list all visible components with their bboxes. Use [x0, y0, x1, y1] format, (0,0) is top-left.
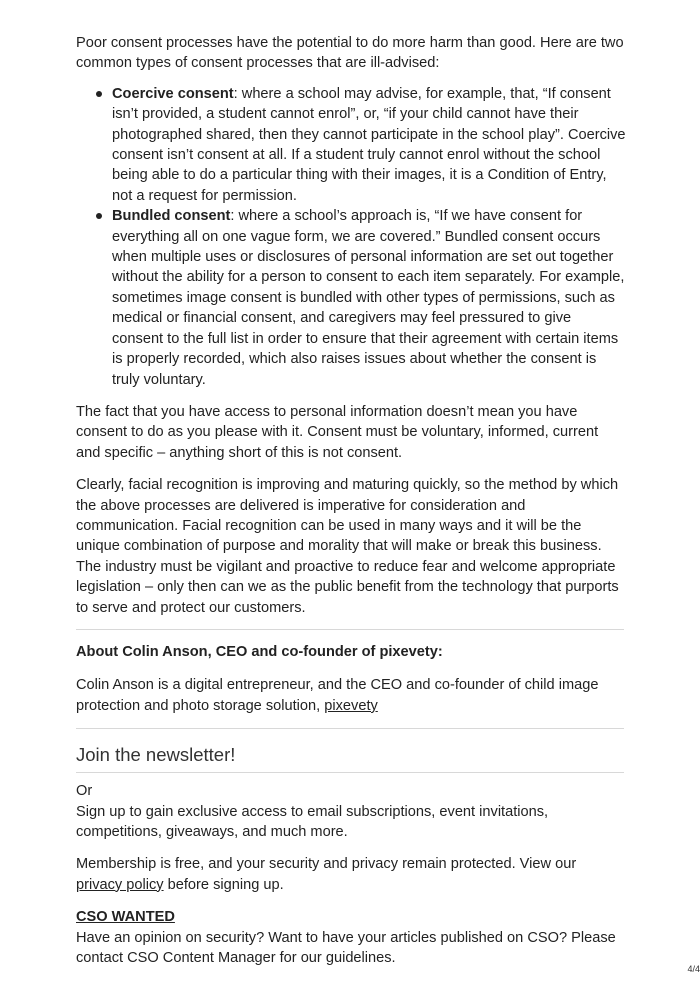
divider [76, 728, 624, 729]
list-item-coercive-consent [112, 84, 626, 206]
cso-wanted-heading[interactable]: CSO WANTED [76, 909, 175, 926]
privacy-policy-link[interactable]: privacy policy [76, 876, 164, 893]
pixevety-link[interactable]: pixevety [324, 697, 378, 714]
about-text: Colin Anson is a digital entrepreneur, and the CEO and co-founder of child image protection and photo storage solution, [76, 677, 599, 714]
newsletter-title: Join the newsletter! [76, 744, 236, 766]
divider [76, 629, 624, 630]
cso-wanted-body: Have an opinion on security? Want to have your articles published on CSO? Please contact CSO Content Manager for our guidelines. [76, 929, 616, 967]
bullet-dot-icon [96, 213, 102, 219]
signup-text: Sign up to gain exclusive access to email subscriptions, event invitations, competitions, giveaways, and much more. [76, 803, 549, 840]
newsletter-or: Or [76, 783, 93, 800]
newsletter-divider [76, 772, 624, 773]
article-page [76, 33, 626, 968]
about-body [76, 675, 626, 716]
list-item-bundled-consent [112, 206, 626, 390]
bullet-dot-icon [96, 91, 102, 97]
bundled-consent-text: : where a school’s approach is, “If we have consent for everything all on one vague form, we are covered.” Bundled consent occurs when multiple uses or disclosures of personal information are set out together without the ability for a person to consent to each item separately. For example, sometimes image consent is bundled with other types of permissions, such as medical or financial consent, and caregivers may feel pressured to give consent to the full list in order to ensure that their agreement with certain items is properly recorded, which also raises issues about whether the consent is truly voluntary. [112, 208, 625, 388]
intro-paragraph: Poor consent processes have the potential to do more harm than good. Here are two common types of consent processes that are ill-advised: [76, 35, 624, 72]
membership-text-start: Membership is free, and your security and privacy remain protected. View our [76, 856, 577, 873]
term-bundled-consent: Bundled consent [112, 208, 231, 225]
facial-recognition-paragraph: Clearly, facial recognition is improving and maturing quickly, so the method by which the above processes are delivered is imperative for consideration and communication. Facial recognition can be used in many ways and it will be the unique combination of purpose and morality that will make or break this business. The industry must be vigilant and proactive to reduce fear and welcome appropriate legislation – only then can we as the public benefit from the technology that purports to serve and protect our customers. [76, 477, 619, 616]
term-coercive-consent: Coercive consent [112, 85, 234, 102]
membership-text-end: before signing up. [163, 876, 284, 893]
page-number: 4/4 [687, 964, 700, 974]
consent-types-list [76, 84, 626, 390]
membership-text [76, 854, 626, 895]
coercive-consent-text: : where a school may advise, for example, that, “If consent isn’t provided, a student cannot enrol”, or, “if your child cannot have their photographed shared, then they cannot participate in the school play”. Coercive consent isn’t consent at all. If a student truly cannot enrol without the school being able to do a particular thing with their images, it is a Condition of Entry, not a request for permission. [112, 85, 626, 204]
about-heading: About Colin Anson, CEO and co-founder of pixevety: [76, 643, 443, 660]
consent-paragraph: The fact that you have access to personal information doesn’t mean you have consent to do as you please with it. Consent must be voluntary, informed, current and specific – anything short of this is not consent. [76, 403, 599, 461]
